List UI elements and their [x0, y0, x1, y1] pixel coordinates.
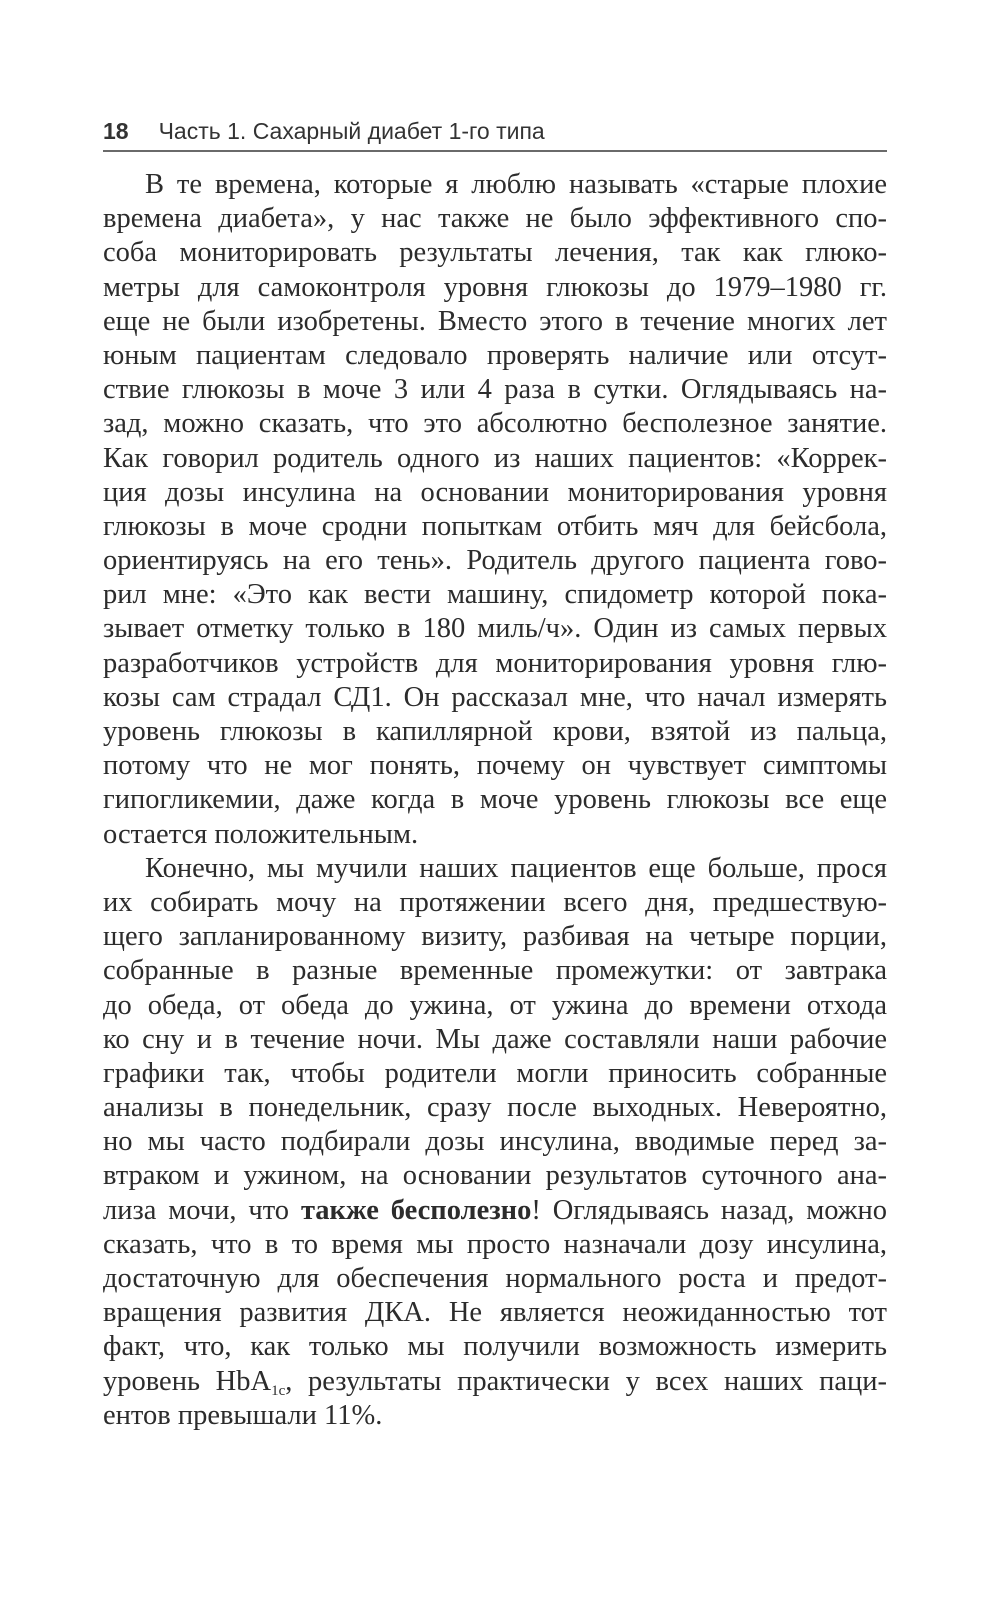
emphasis-suffix: ! Оглядываясь назад, можно — [531, 1194, 887, 1226]
text-line: остается положительным. — [103, 818, 419, 850]
text-line: зад, можно сказать, что это абсолютно бесполезное занятие. — [103, 408, 887, 440]
hba-prefix: уровень HbA — [103, 1365, 272, 1397]
running-head — [103, 114, 887, 152]
paragraph-2 — [103, 852, 887, 1433]
text-line: сказать, что в то время мы просто назначали дозу инсулина, — [103, 1228, 887, 1260]
text-line: собранные в разные временные промежутки: от завтрака — [103, 955, 887, 987]
text-line: соба мониторировать результаты лечения, так как глюко- — [103, 237, 887, 269]
text-line: ко сну и в течение ночи. Мы даже составляли наши рабочие — [103, 1023, 887, 1055]
paragraph-1 — [103, 168, 887, 852]
text-line: козы сам страдал СД1. Он рассказал мне, что начал измерять — [103, 681, 887, 713]
text-line: вращения развития ДКА. Не является неожиданностью тот — [103, 1297, 887, 1329]
text-line: графики так, чтобы родители могли приносить собранные — [103, 1057, 887, 1089]
emphasis-bold-text: также бесполезно — [300, 1194, 532, 1226]
text-line: но мы часто подбирали дозы инсулина, вводимые перед за- — [103, 1126, 887, 1158]
body-text — [103, 168, 887, 1433]
text-line: еще не были изобретены. Вместо этого в течение многих лет — [103, 305, 887, 337]
hba-suffix: , результаты практически у всех наших паци- — [285, 1365, 887, 1397]
text-line: факт, что, как только мы получили возможность измерить — [103, 1331, 887, 1363]
emphasis-prefix: лиза мочи, что — [103, 1194, 301, 1226]
text-line: зывает отметку только в 180 миль/ч». Один из самых первых — [103, 613, 887, 645]
page-number: 18 — [103, 118, 129, 144]
text-line: достаточную для обеспечения нормального роста и предот- — [103, 1263, 887, 1294]
text-line: времена диабета», у нас также не было эффективного спо- — [103, 203, 887, 235]
text-line: анализы в понедельник, сразу после выходных. Невероятно, — [103, 1092, 887, 1124]
text-line: втраком и ужином, на основании результатов суточного ана- — [103, 1160, 887, 1192]
text-line: глюкозы в моче сродни попыткам отбить мяч для бейсбола, — [103, 510, 887, 542]
text-line: уровень глюкозы в капиллярной крови, взятой из пальца, — [103, 716, 887, 747]
text-line: рил мне: «Это как вести машину, спидометр которой пока- — [103, 579, 887, 611]
text-line: их собирать мочу на протяжении всего дня, предшествую- — [103, 886, 887, 918]
text-line: В те времена, которые я люблю называть «старые плохие — [145, 169, 887, 200]
hba-subscript: 1c — [271, 1382, 286, 1399]
text-line: ориентируясь на его тень». Родитель другого пациента гово- — [103, 545, 887, 577]
text-line: щего запланированному визиту, разбивая на четыре порции, — [103, 921, 887, 953]
text-line: потому что не мог понять, почему он чувствует симптомы — [103, 750, 887, 782]
text-line: Как говорил родитель одного из наших пациентов: «Коррек- — [103, 442, 887, 474]
text-line-hba1c — [103, 1365, 887, 1399]
text-line: ция дозы инсулина на основании мониторирования уровня — [103, 476, 887, 508]
text-line: юным пациентам следовало проверять наличие или отсут- — [103, 339, 887, 371]
text-line: ентов превышали 11%. — [103, 1399, 383, 1431]
chapter-title: Часть 1. Сахарный диабет 1-го типа — [158, 118, 545, 144]
text-line: метры для самоконтроля уровня глюкозы до 1979–1980 гг. — [103, 271, 887, 303]
text-line: Конечно, мы мучили наших пациентов еще больше, прося — [145, 852, 887, 884]
text-line: до обеда, от обеда до ужина, от ужина до времени отхода — [103, 989, 887, 1021]
text-line: гипогликемии, даже когда в моче уровень глюкозы все еще — [103, 784, 887, 816]
text-line: разработчиков устройств для мониторирования уровня глю- — [103, 647, 887, 679]
book-page — [103, 114, 887, 1433]
text-line-with-emphasis — [103, 1194, 887, 1228]
text-line: ствие глюкозы в моче 3 или 4 раза в сутки. Оглядываясь на- — [103, 374, 887, 406]
